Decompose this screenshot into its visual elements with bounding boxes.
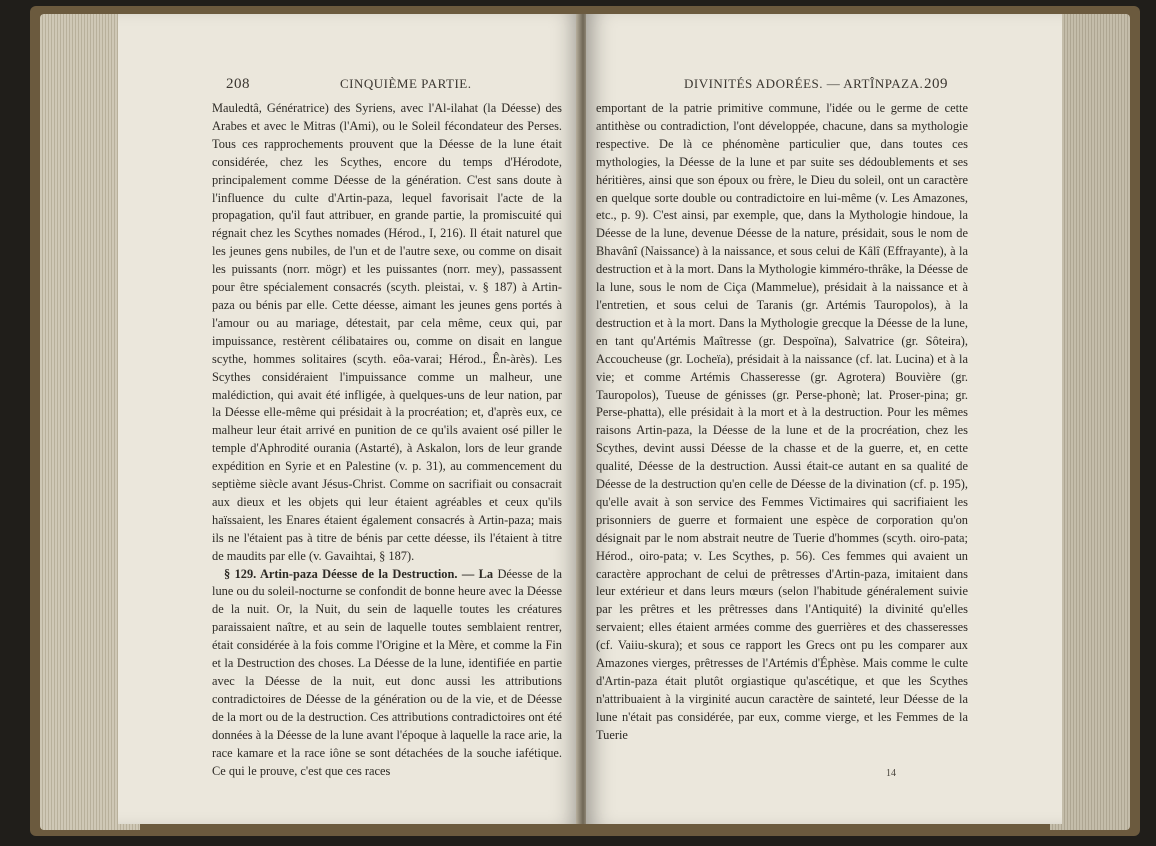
section-heading: § 129. Artin-paza Déesse de la Destruction. — La	[224, 566, 494, 581]
left-paragraph-2: Déesse de la lune ou du soleil-nocturne se confondit de bonne heure avec la Déesse de la nuit. Or, la Nuit, du sein de laquelle toutes les créatures paraissaient naître, et au sein de laquelle toutes semblaient rentrer, était considérée à la fois comme l'Origine et la Mère, et comme la Fin et la Destruction des choses. La Déesse de la lune, identifiée en partie avec la Déesse de la nuit, eut donc aussi les attributions contradictoires de Déesse de la génération ou de la vie, et de Déesse de la mort ou de la destruction. Ces attributions contradictoires ont été données à la Déesse de la lune avant l'époque à laquelle la race arie, la race kamare et la race iône se sont détachées de la souche iafétique. Ce qui le prouve, c'est que ces races	[212, 566, 562, 778]
right-page	[586, 14, 1062, 824]
left-text-column	[212, 100, 562, 780]
right-paragraph-1: emportant de la patrie primitive commune, l'idée ou le germe de cette antithèse ou contradiction, l'ont développée, chacune, dans sa mythologie respective. De là ce phénomène particulier que, dans toutes ces mythologies, la Déesse de la lune et par suite ses dédoublements et ses héritières, ainsi que son époux ou frère, le Dieu du soleil, ont un caractère en quelque sorte double ou contradictoire en lui-même (v. Les Amazones, etc., p. 9). C'est ainsi, par exemple, que, dans la Mythologie hindoue, la Déesse de la lune, devenue Déesse de la nature, présidait, sous le nom de Bhavânî (Naissance) à la naissance, et sous celui de Kâlî (Effrayante), à la destruction et à la mort. Dans la Mythologie kimméro-thrâke, la Déesse de la lune, sous le nom de Ciça (Mammelue), présidait à la naissance et à l'entretien, et sous celui de Taranis (gr. Artémis Tauropolos), à la destruction et à la mort. Dans la Mythologie grecque la Déesse de la lune, en tant qu'Artémis Maîtresse (gr. Despoïna), Salvatrice (gr. Sôteira), Accoucheuse (gr. Locheïa), présidait à la naissance (cf. lat. Lucina) et à la vie; et comme Artémis Chasseresse (gr. Agrotera) Bouvière (gr. Tauropolos), Tueuse de génisses (gr. Perse-phonè; lat. Proser-pina; gr. Perse-phatta), elle présidait à la mort et à la destruction. Pour les mêmes raisons Artin-paza, la Déesse de la lune et de la procréation, chez les Scythes, devint aussi Déesse de la chasse et de la guerre, et, en cette qualité, Déesse de la destruction. Aussi était-ce autant en sa qualité de Déesse de la destruction qu'en celle de Déesse de la divination (cf. p. 195), qu'elle avait à son service des Femmes Victimaires qui sacrifiaient les prisonniers de guerre et formaient une espèce de corporation qu'on désignait par le nom abstrait neutre de Tuerie d'hommes (scyth. oiro-pata; Hérod., oiro-pata; v. Les Scythes, p. 56). Ces femmes qui avaient un caractère approchant de celui de prêtresses d'Artin-paza, imitaient dans leur extérieur et dans leurs mœurs (selon l'habitude généralement suivie par les prêtres et les prêtresses dans l'Antiquité) la divinité qu'elles servaient; elles étaient armées comme des guerrières et des chasseresses (cf. Vaiiu-skura); et sous ce rapport les Grecs ont pu les comparer aux Amazones vierges, prêtresses de l'Artémis d'Éphèse. Mais comme le culte d'Artin-paza était plutôt orgiastique qu'ascétique, et que les Scythes n'attribuaient à la virginité aucun caractère de sainteté, leur Déesse de la lune n'était pas considérée, par eux, comme vierge, et les Femmes de la Tuerie	[596, 101, 968, 742]
left-paragraph-1: Mauledtâ, Génératrice) des Syriens, avec l'Al-ilahat (la Déesse) des Arabes et avec le Mitras (l'Ami), ou le Soleil fécondateur des Perses. Tous ces rapprochements prouvent que la Déesse de la lune était considérée, chez les Scythes, encore du temps d'Hérodote, principalement comme Déesse de la génération. C'est sans doute à l'influence du culte d'Artin-paza, lequel favorisait l'acte de la propagation, qu'il faut attribuer, en grande partie, la promiscuité qui régnait chez les Scythes nomades (Hérod., I, 216). Il était naturel que les jeunes gens nubiles, de l'un et de l'autre sexe, ou comme on disait les puissants (norr. mögr) et les puissantes (norr. mey), passassent pour être spécialement consacrés (scyth. pleistai, v. § 187) à Artin-paza ou bénis par elle. Cette déesse, aimant les jeunes gens portés à l'amour ou au mariage, détestait, par cela même, ceux qui, par impuissance, restèrent célibataires ou, comme on disait en langue scythe, hommes solitaires (scyth. eôa-varai; Hérod., Ên-àrès). Les Scythes considéraient l'impuissance comme un malheur, une malédiction, qui avait été infligée, à quelques-uns de leur nation, par la Déesse elle-même qui présidait à la procréation; et, d'après eux, ce malheur leur était arrivé en punition de ce qu'ils avaient osé piller le temple d'Aphrodité ourania (Astarté), à Askalon, lors de leur grande expédition en Syrie et en Palestine (v. p. 31), au commencement du septième siècle avant Jésus-Christ. Comme on sacrifiait ou consacrait aux dieux et les objets qui leur étaient agréables et ceux qu'ils haïssaient, les Enares étaient également consacrés à Artin-paza; mais ils ne l'étaient pas à titre de bénis par cette déesse, ils l'étaient à titre de maudits par elle (v. Gavaihtai, § 187).	[212, 101, 562, 563]
left-running-head: CINQUIÈME PARTIE.	[340, 76, 472, 91]
left-page-number: 208	[226, 76, 250, 92]
left-section-paragraph	[212, 566, 562, 781]
right-running-head: DIVINITÉS ADORÉES. — ARTÎNPAZA.	[684, 76, 924, 91]
signature-mark: 14	[886, 768, 896, 779]
right-page-number: 209	[924, 76, 948, 92]
left-page	[118, 14, 580, 824]
right-page-edges	[1050, 14, 1130, 830]
right-text-column	[596, 100, 968, 745]
